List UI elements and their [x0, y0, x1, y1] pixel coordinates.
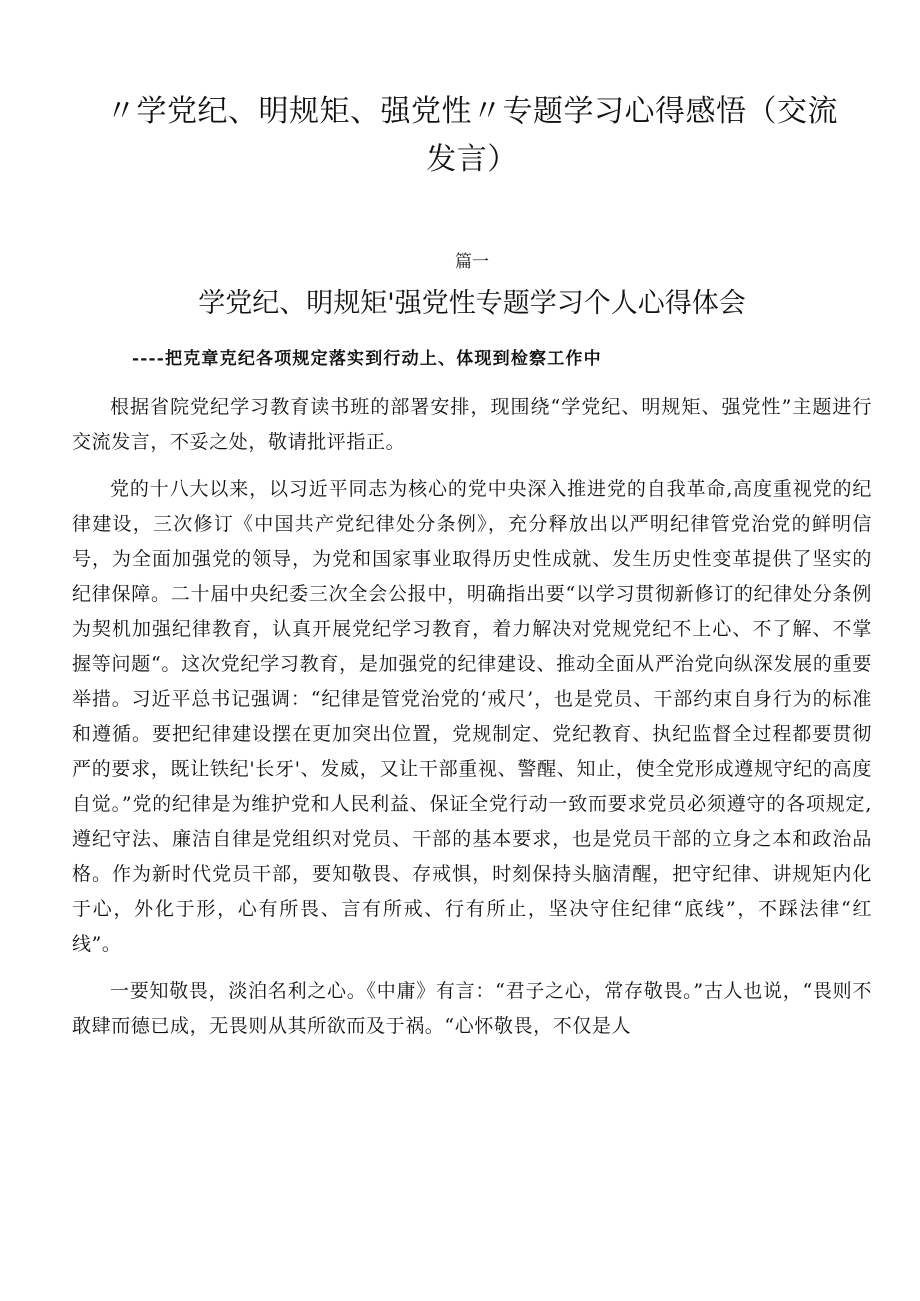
- paragraph: 根据省院党纪学习教育读书班的部署安排，现围绕“学党纪、明规矩、强党性”主题进行交流发言，不妥之处，敬请批评指正。: [72, 396, 872, 454]
- document-title: 〃学党纪、明规矩、强党性〃专题学习心得感悟（交流发言）: [106, 94, 838, 177]
- section-title: 学党纪、明规矩'强党性专题学习个人心得体会: [198, 288, 746, 319]
- paragraph: 一要知敬畏，淡泊名利之心。《中庸》有言：“君子之心，常存敬畏。”古人也说，“畏则不敢肆而德已成，无畏则从其所欲而及于祸。“心怀敬畏，不仅是人: [72, 980, 872, 1038]
- section-subtitle: ----把克章克纪各项规定落实到行动上、体现到检察工作中: [132, 349, 602, 370]
- paragraph: 党的十八大以来，以习近平同志为核心的党中央深入推进党的自我革命,高度重视党的纪律建设，三次修订《中国共产党纪律处分条例》，充分释放出以严明纪律管党治党的鲜明信号，为全面加强党的领导，为党和国家事业取得历史性成就、发生历史性变革提供了坚实的纪律保障。二十届中央纪委三次全会公报中，明确指出要“以学习贯彻新修订的纪律处分条例为契机加强纪律教育，认真开展党纪学习教育，着力解决对党规党纪不上心、不了解、不掌握等问题“。这次党纪学习教育，是加强党的纪律建设、推动全面从严治党向纵深发展的重要举措。习近平总书记强调：“纪律是管党治党的‘戒尺’，也是党员、干部约束自身行为的标准和遵循。要把纪律建设摆在更加突出位置，党规制定、党纪教育、执纪监督全过程都要贯彻严的要求，既让铁纪'长牙'、发威，又让干部重视、警醒、知止，使全党形成遵规守纪的高度自觉。”党的纪律是为维护党和人民利益、保证全党行动一致而要求党员必须遵守的各项规定,遵纪守法、廉洁自律是党组织对党员、干部的基本要求，也是党员干部的立身之本和政治品格。作为新时代党员干部，要知敬畏、存戒惧，时刻保持头脑清醒，把守纪律、讲规矩内化于心，外化于形，心有所畏、言有所戒、行有所止，坚决守住纪律“底线”，不踩法律“红线”。: [72, 478, 872, 956]
- section-label: 篇一: [455, 252, 489, 272]
